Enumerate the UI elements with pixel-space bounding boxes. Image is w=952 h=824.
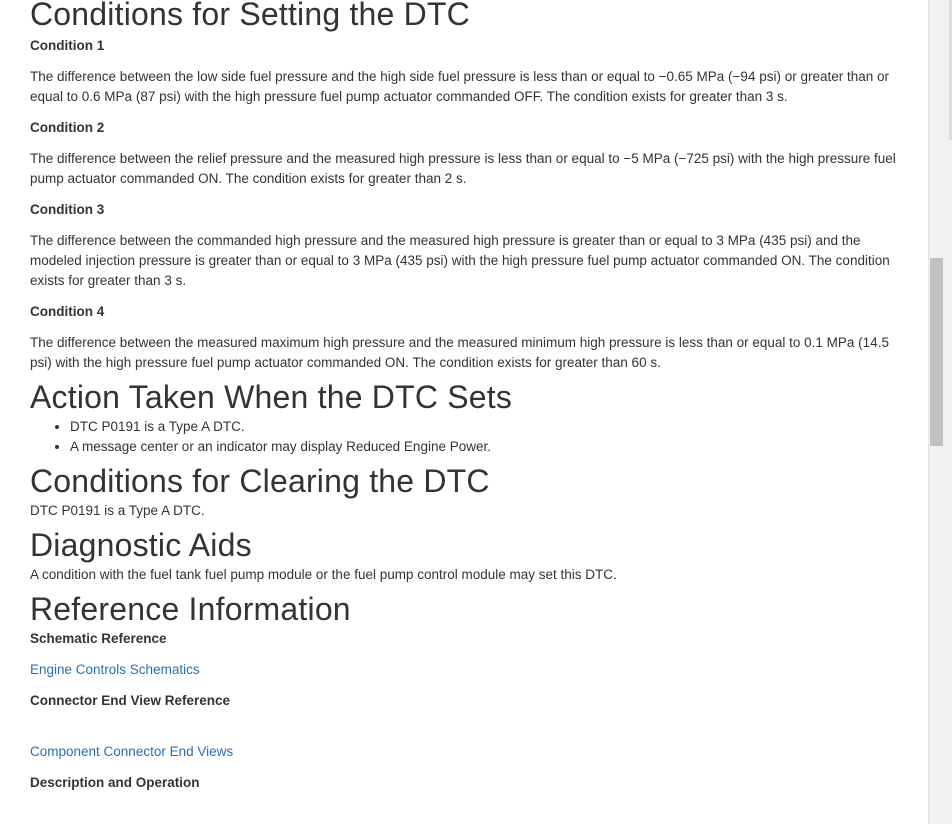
engine-controls-schematics-link[interactable]: Engine Controls Schematics — [30, 662, 200, 677]
heading-diagnostic-aids: Diagnostic Aids — [30, 527, 252, 563]
action-bullet-2: • A message center or an indicator may display Reduced Engine Power. — [70, 437, 914, 457]
condition-3-text: The difference between the commanded high pressure and the measured high pressure is greater than or equal to 3 MPa (435 psi) and the modeled injection pressure is greater than or equal to 3 MPa (435 psi) with the high pressure fuel pump actuator commanded ON. The condition exists for greater than 3 s. — [30, 233, 890, 288]
heading-conditions-clearing: Conditions for Clearing the DTC — [30, 463, 490, 499]
diagnostic-aids-text: A condition with the fuel tank fuel pump module or the fuel pump control module may set this DTC. — [30, 567, 617, 582]
heading-action-taken: Action Taken When the DTC Sets — [30, 379, 513, 415]
heading-reference-information: Reference Information — [30, 591, 351, 627]
condition-3-label: Condition 3 — [30, 202, 105, 217]
condition-1-text: The difference between the low side fuel pressure and the high side fuel pressure is less than or equal to −0.65 MPa (−94 psi) or greater than or equal to 0.6 MPa (87 psi) with the high pressure fuel pump actuator commanded OFF. The condition exists for greater than 3 s. — [30, 69, 890, 104]
document-content — [30, 0, 914, 793]
clearing-text: DTC P0191 is a Type A DTC. — [30, 503, 205, 518]
connector-end-view-label: Connector End View Reference — [30, 693, 231, 708]
vertical-scrollbar[interactable] — [928, 0, 952, 824]
condition-1-label: Condition 1 — [30, 38, 105, 53]
condition-4-label: Condition 4 — [30, 304, 105, 319]
schematic-reference-label: Schematic Reference — [30, 631, 167, 646]
heading-conditions-setting: Conditions for Setting the DTC — [30, 0, 470, 32]
condition-4-text: The difference between the measured maximum high pressure and the measured minimum high pressure is less than or equal to 0.1 MPa (14.5 psi) with the high pressure fuel pump actuator commanded ON. The condition exists for greater than 60 s. — [30, 335, 889, 370]
action-bullet-1: • DTC P0191 is a Type A DTC. — [70, 417, 914, 437]
description-operation-label: Description and Operation — [30, 775, 200, 790]
condition-2-label: Condition 2 — [30, 120, 105, 135]
component-connector-end-views-link[interactable]: Component Connector End Views — [30, 744, 234, 759]
action-bullet-list — [30, 417, 914, 457]
scrollbar-thumb[interactable] — [930, 258, 943, 446]
condition-2-text: The difference between the relief pressure and the measured high pressure is less than or equal to −5 MPa (−725 psi) with the high pressure fuel pump actuator commanded ON. The condition exists for greater than 2 s. — [30, 151, 896, 186]
